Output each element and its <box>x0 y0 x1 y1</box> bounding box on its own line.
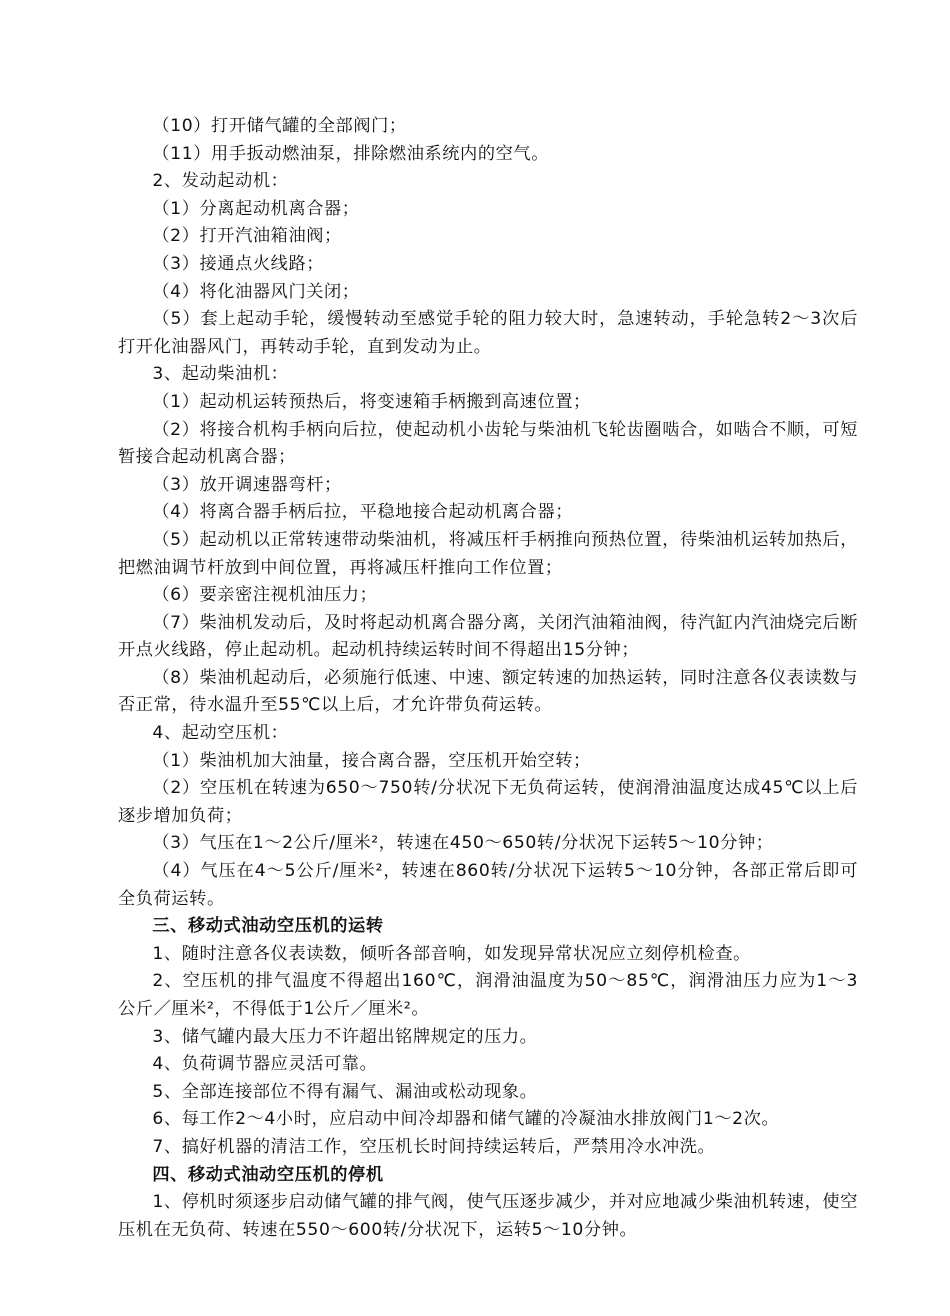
paragraph: 7、搞好机器的清洁工作，空压机长时间持续运转后，严禁用冷水冲洗。 <box>152 1136 716 1157</box>
paragraph: （2）空压机在转速为650～750转/分状况下无负荷运转，使润滑油温度达成45℃以上后逐步增加负荷； <box>118 778 858 826</box>
paragraph: 3、储气罐内最大压力不许超出铭牌规定的压力。 <box>152 1026 538 1047</box>
paragraph: （7）柴油机发动后，及时将起动机离合器分离，关闭汽油箱油阀，待汽缸内汽油烧完后断开点火线路，停止起动机。起动机持续运转时间不得超出15分钟； <box>118 612 858 661</box>
paragraph: （1）柴油机加大油量，接合离合器，空压机开始空转； <box>152 750 591 771</box>
paragraph: （5）套上起动手轮，缓慢转动至感觉手轮的阻力较大时，急速转动，手轮急转2～3次后打开化油器风门，再转动手轮，直到发动为止。 <box>118 309 858 357</box>
paragraph: （11）用手扳动燃油泵，排除燃油系统内的空气。 <box>152 143 550 164</box>
paragraph: 2、空压机的排气温度不得超出160℃，润滑油温度为50～85℃，润滑油压力应为1～3公斤／厘米²，不得低于1公斤／厘米²。 <box>118 971 858 1019</box>
paragraph: （4）气压在4～5公斤/厘米²，转速在860转/分状况下运转5～10分钟，各部正常后即可全负荷运转。 <box>118 861 858 909</box>
paragraph: 1、随时注意各仪表读数，倾听各部音响，如发现异常状况应立刻停机检查。 <box>152 943 751 964</box>
paragraph: （3）放开调速器弯杆； <box>152 474 342 495</box>
paragraph: （2）将接合机构手柄向后拉，使起动机小齿轮与柴油机飞轮齿圈啮合，如啮合不顺，可短暂接合起动机离合器； <box>118 419 858 468</box>
paragraph: （3）气压在1～2公斤/厘米²，转速在450～650转/分状况下运转5～10分钟； <box>152 833 774 854</box>
paragraph: 5、全部连接部位不得有漏气、漏油或松动现象。 <box>152 1081 538 1102</box>
paragraph: （4）将化油器风门关闭； <box>152 281 360 302</box>
paragraph: （8）柴油机起动后，必须施行低速、中速、额定转速的加热运转，同时注意各仪表读数与否正常，待水温升至55℃以上后，才允许带负荷运转。 <box>118 667 858 716</box>
paragraph: （1）起动机运转预热后，将变速箱手柄搬到高速位置； <box>152 391 591 412</box>
section-heading: 四、移动式油动空压机的停机 <box>152 1164 384 1185</box>
paragraph: （10）打开储气罐的全部阀门； <box>152 116 407 136</box>
paragraph: （3）接通点火线路； <box>152 253 325 274</box>
paragraph: （5）起动机以正常转速带动柴油机，将减压杆手柄推向预热位置，待柴油机运转加热后，把燃油调节杆放到中间位置，再将减压杆推向工作位置； <box>118 529 858 578</box>
paragraph: 4、负荷调节器应灵活可靠。 <box>152 1054 378 1075</box>
paragraph: 4、起动空压机： <box>152 723 289 744</box>
paragraph: （1）分离起动机离合器； <box>152 198 360 219</box>
paragraph: 6、每工作2～4小时，应启动中间冷却器和储气罐的冷凝油水排放阀门1～2次。 <box>152 1109 780 1130</box>
paragraph: 3、起动柴油机： <box>152 364 289 385</box>
paragraph: （6）要亲密注视机油压力； <box>152 585 378 606</box>
paragraph: 2、发动起动机： <box>152 171 289 192</box>
paragraph: （2）打开汽油箱油阀； <box>152 226 342 247</box>
document-page <box>118 113 858 1244</box>
section-heading: 三、移动式油动空压机的运转 <box>152 916 384 937</box>
paragraph: 1、停机时须逐步启动储气罐的排气阀，使气压逐步减少，并对应地减少柴油机转速，使空压机在无负荷、转速在550～600转/分状况下，运转5～10分钟。 <box>118 1192 858 1240</box>
paragraph: （4）将离合器手柄后拉，平稳地接合起动机离合器； <box>152 502 574 523</box>
